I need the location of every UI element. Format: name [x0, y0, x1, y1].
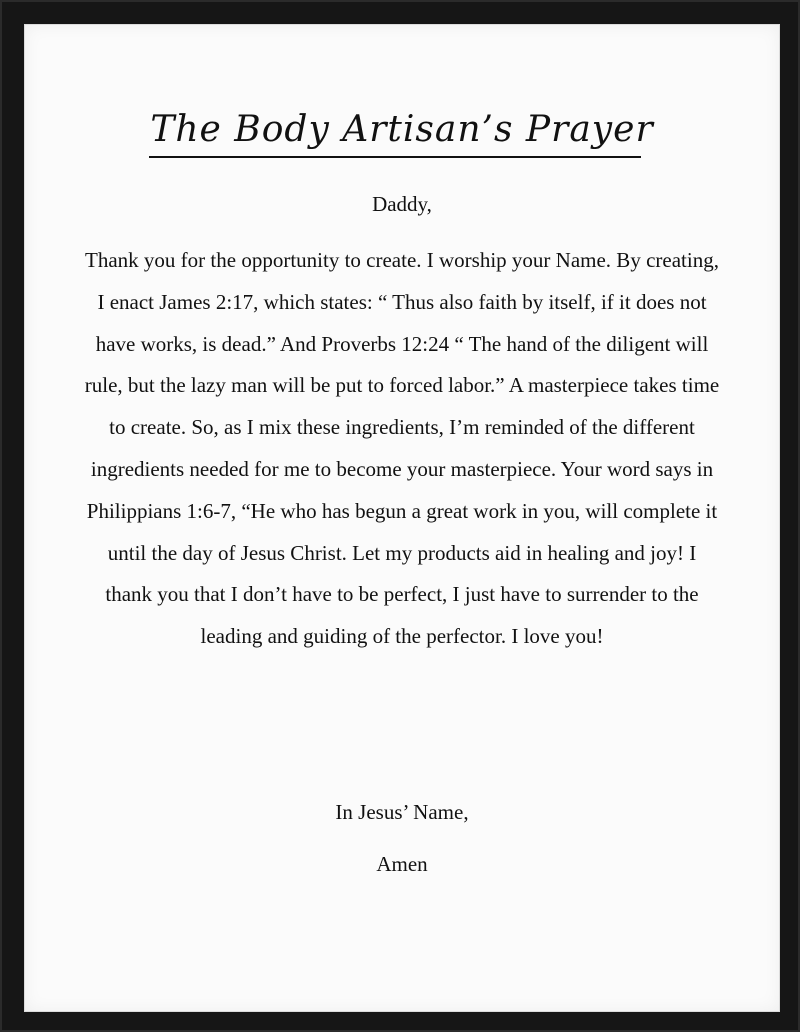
- salutation: Daddy,: [372, 192, 432, 216]
- closing-line: In Jesus’ Name,: [335, 800, 469, 824]
- title-underline: [149, 156, 641, 158]
- prayer-page: [24, 24, 780, 1012]
- document-title: The Body Artisan’s Prayer: [150, 109, 654, 150]
- signoff: Amen: [376, 852, 428, 876]
- prayer-paragraph: Thank you for the opportunity to create. I worship your Name. By creating, I enact James 2:17, which states: “ Thus also faith by itself, if it does not have works, is dead.” And Proverbs 12:24 “ The hand of the diligent will rule, but the lazy man will be put to forced labor.” A masterpiece takes time to create. So, as I mix these ingredients, I’m reminded of the different ingredients needed for me to become your masterpiece. Your word says in Philippians 1:6-7, “He who has begun a great work in you, will complete it until the day of Jesus Christ. Let my products aid in healing and joy! I thank you that I don’t have to be perfect, I just have to surrender to the leading and guiding of the perfector. I love you!: [84, 248, 720, 649]
